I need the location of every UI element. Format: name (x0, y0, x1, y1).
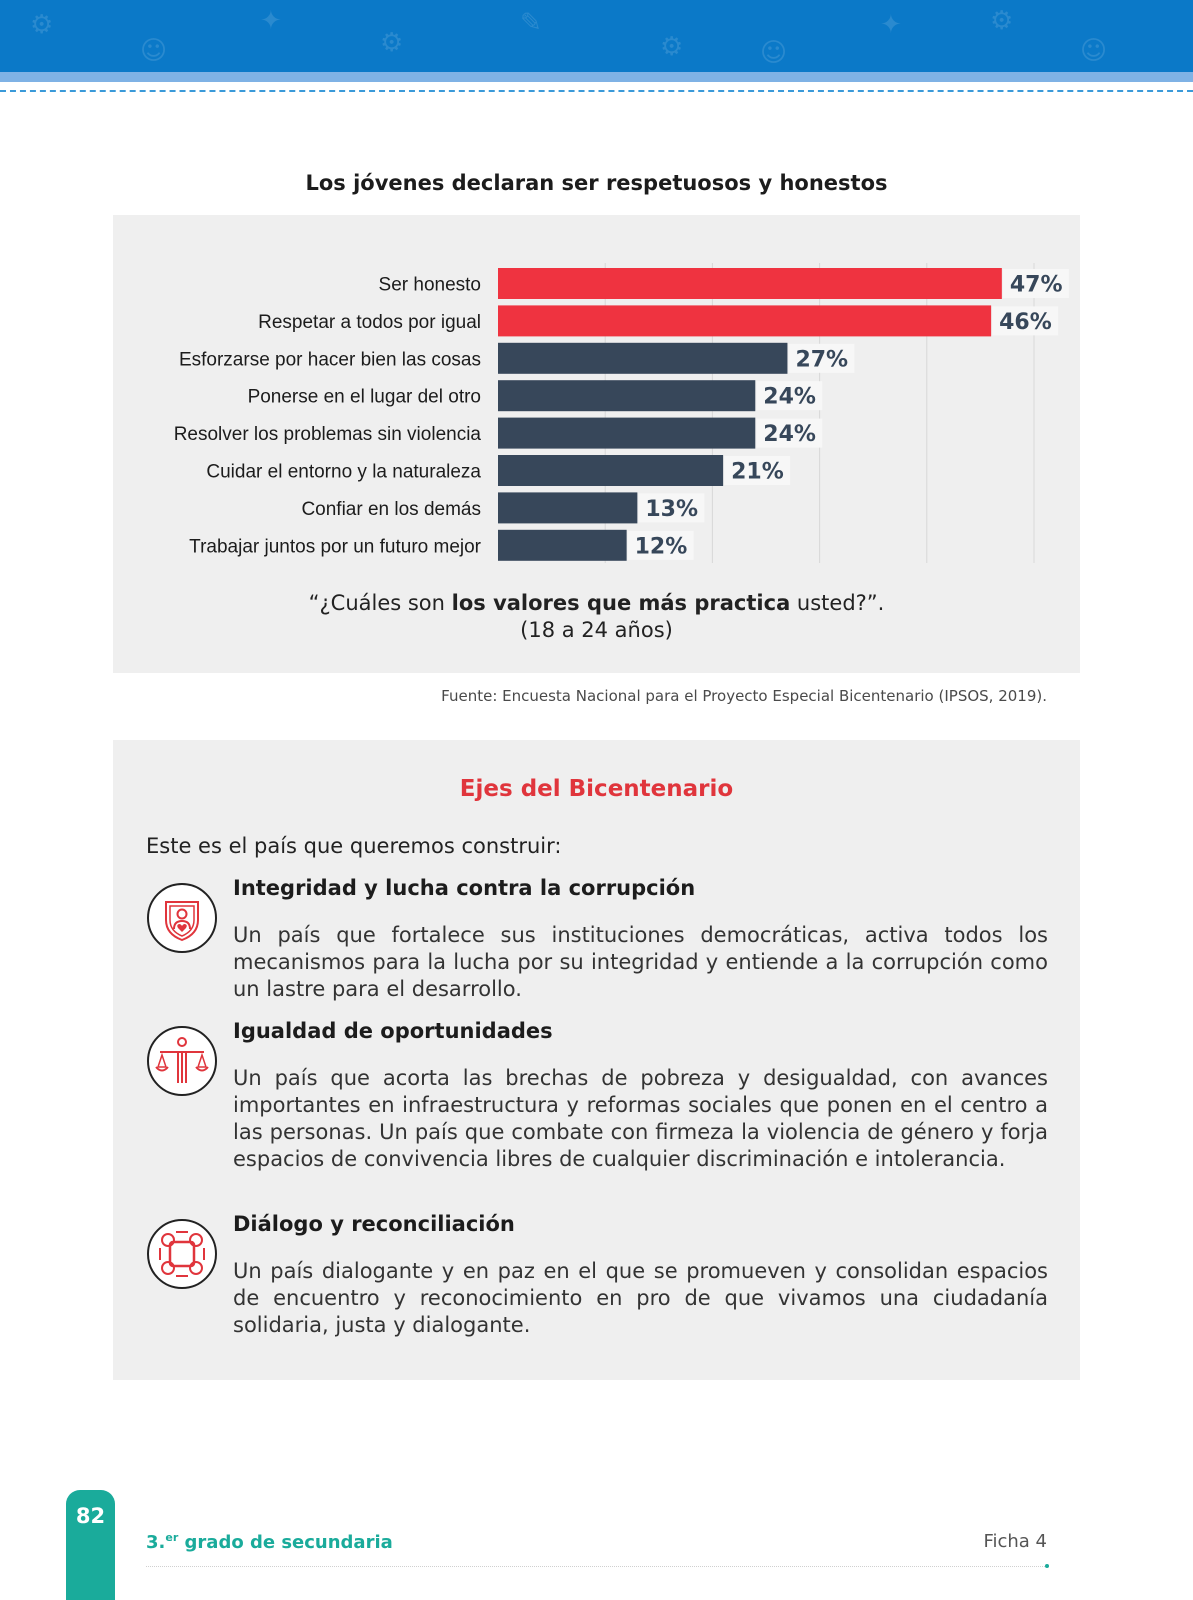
bar-chart (113, 215, 1080, 585)
header-strip (0, 72, 1193, 82)
shield-heart-icon (146, 882, 218, 954)
ejes-panel (113, 740, 1080, 1380)
pencil-icon: ✎ (520, 8, 542, 38)
value-label: 12% (634, 534, 688, 560)
value-label: 24% (763, 384, 816, 410)
ficha-label: Ficha 4 (983, 1531, 1047, 1552)
eje-heading: Igualdad de oportunidades (233, 1019, 553, 1043)
star-icon: ✦ (260, 6, 282, 36)
grade-label (146, 1531, 393, 1553)
smiley-icon: ☺ (140, 36, 168, 66)
value-label: 24% (763, 422, 816, 448)
grade-superscript: er (165, 1531, 179, 1544)
grade-prefix: 3. (146, 1532, 166, 1553)
category-label: Cuidar el entorno y la naturaleza (206, 461, 481, 483)
bar (498, 530, 627, 561)
bar (498, 455, 723, 486)
category-label: Respetar a todos por igual (258, 311, 481, 333)
eje-text: Un país que acorta las brechas de pobreza y desigualdad, con avances importantes en infraestructura y reformas sociales que ponen en el centro a las personas. Un país que combate con firmeza la violencia de género y forja espacios de convivencia libres de cualquier discriminación e intolerancia. (233, 1066, 1048, 1171)
category-label: Esforzarse por hacer bien las cosas (178, 349, 481, 371)
category-label: Confiar en los demás (301, 498, 481, 520)
gear-icon: ⚙ (660, 32, 684, 62)
bar (498, 418, 755, 449)
category-label: Resolver los problemas sin violencia (173, 424, 481, 446)
question-line (113, 590, 1080, 617)
smiley-icon: ☺ (760, 38, 788, 68)
question-text-end: usted?”. (790, 591, 885, 615)
gear-icon: ⚙ (990, 6, 1014, 36)
footer-divider (146, 1566, 1049, 1567)
category-label: Trabajar juntos por un futuro mejor (189, 536, 481, 558)
bar (498, 380, 755, 411)
eje-heading: Diálogo y reconciliación (233, 1212, 515, 1236)
value-label: 27% (795, 347, 849, 373)
bar (498, 305, 991, 336)
joined-hands-icon (146, 1218, 218, 1290)
category-label: Ponerse en el lugar del otro (247, 386, 481, 408)
bar (498, 268, 1002, 299)
question-age-range: (18 a 24 años) (520, 618, 673, 642)
smiley-icon: ☺ (1080, 36, 1108, 66)
eje-text: Un país dialogante y en paz en el que se promueven y consolidan espacios de encuentro y reconocimiento en pro de que vivamos una ciudadanía solidaria, justa y dialogante. (233, 1259, 1048, 1337)
gear-icon: ⚙ (30, 10, 54, 40)
header-dashed-line (0, 90, 1193, 92)
star-icon: ✦ (880, 10, 902, 40)
question-text-bold: los valores que más practica (451, 591, 791, 615)
chart-panel (113, 215, 1080, 673)
value-label: 21% (731, 459, 784, 485)
question-text-start: “¿Cuáles son (308, 591, 452, 615)
page-number: 82 (75, 1504, 106, 1528)
ejes-intro: Este es el país que queremos construir: (146, 834, 562, 858)
gear-icon: ⚙ (380, 28, 404, 58)
footer-dot (1045, 1564, 1049, 1568)
value-label: 47% (1009, 272, 1063, 298)
value-label: 13% (645, 496, 699, 522)
value-label: 46% (999, 309, 1052, 335)
balance-scale-icon (146, 1025, 218, 1097)
bar (498, 343, 787, 374)
ejes-title: Ejes del Bicentenario (459, 776, 734, 802)
category-label: Ser honesto (378, 274, 481, 296)
header-banner (0, 0, 1193, 72)
source-note: Fuente: Encuesta Nacional para el Proyecto Especial Bicentenario (IPSOS, 2019). (441, 687, 1047, 705)
page-number-tab (66, 1490, 115, 1600)
chart-title: Los jóvenes declaran ser respetuosos y honestos (305, 171, 888, 195)
eje-heading: Integridad y lucha contra la corrupción (233, 876, 696, 900)
survey-question (113, 590, 1080, 644)
bar (498, 492, 637, 523)
eje-text: Un país que fortalece sus instituciones democráticas, activa todos los mecanismos para la lucha por su integridad y entiende a la corrupción como un lastre para el desarrollo. (233, 923, 1048, 1001)
grade-rest: grado de secundaria (178, 1532, 393, 1553)
